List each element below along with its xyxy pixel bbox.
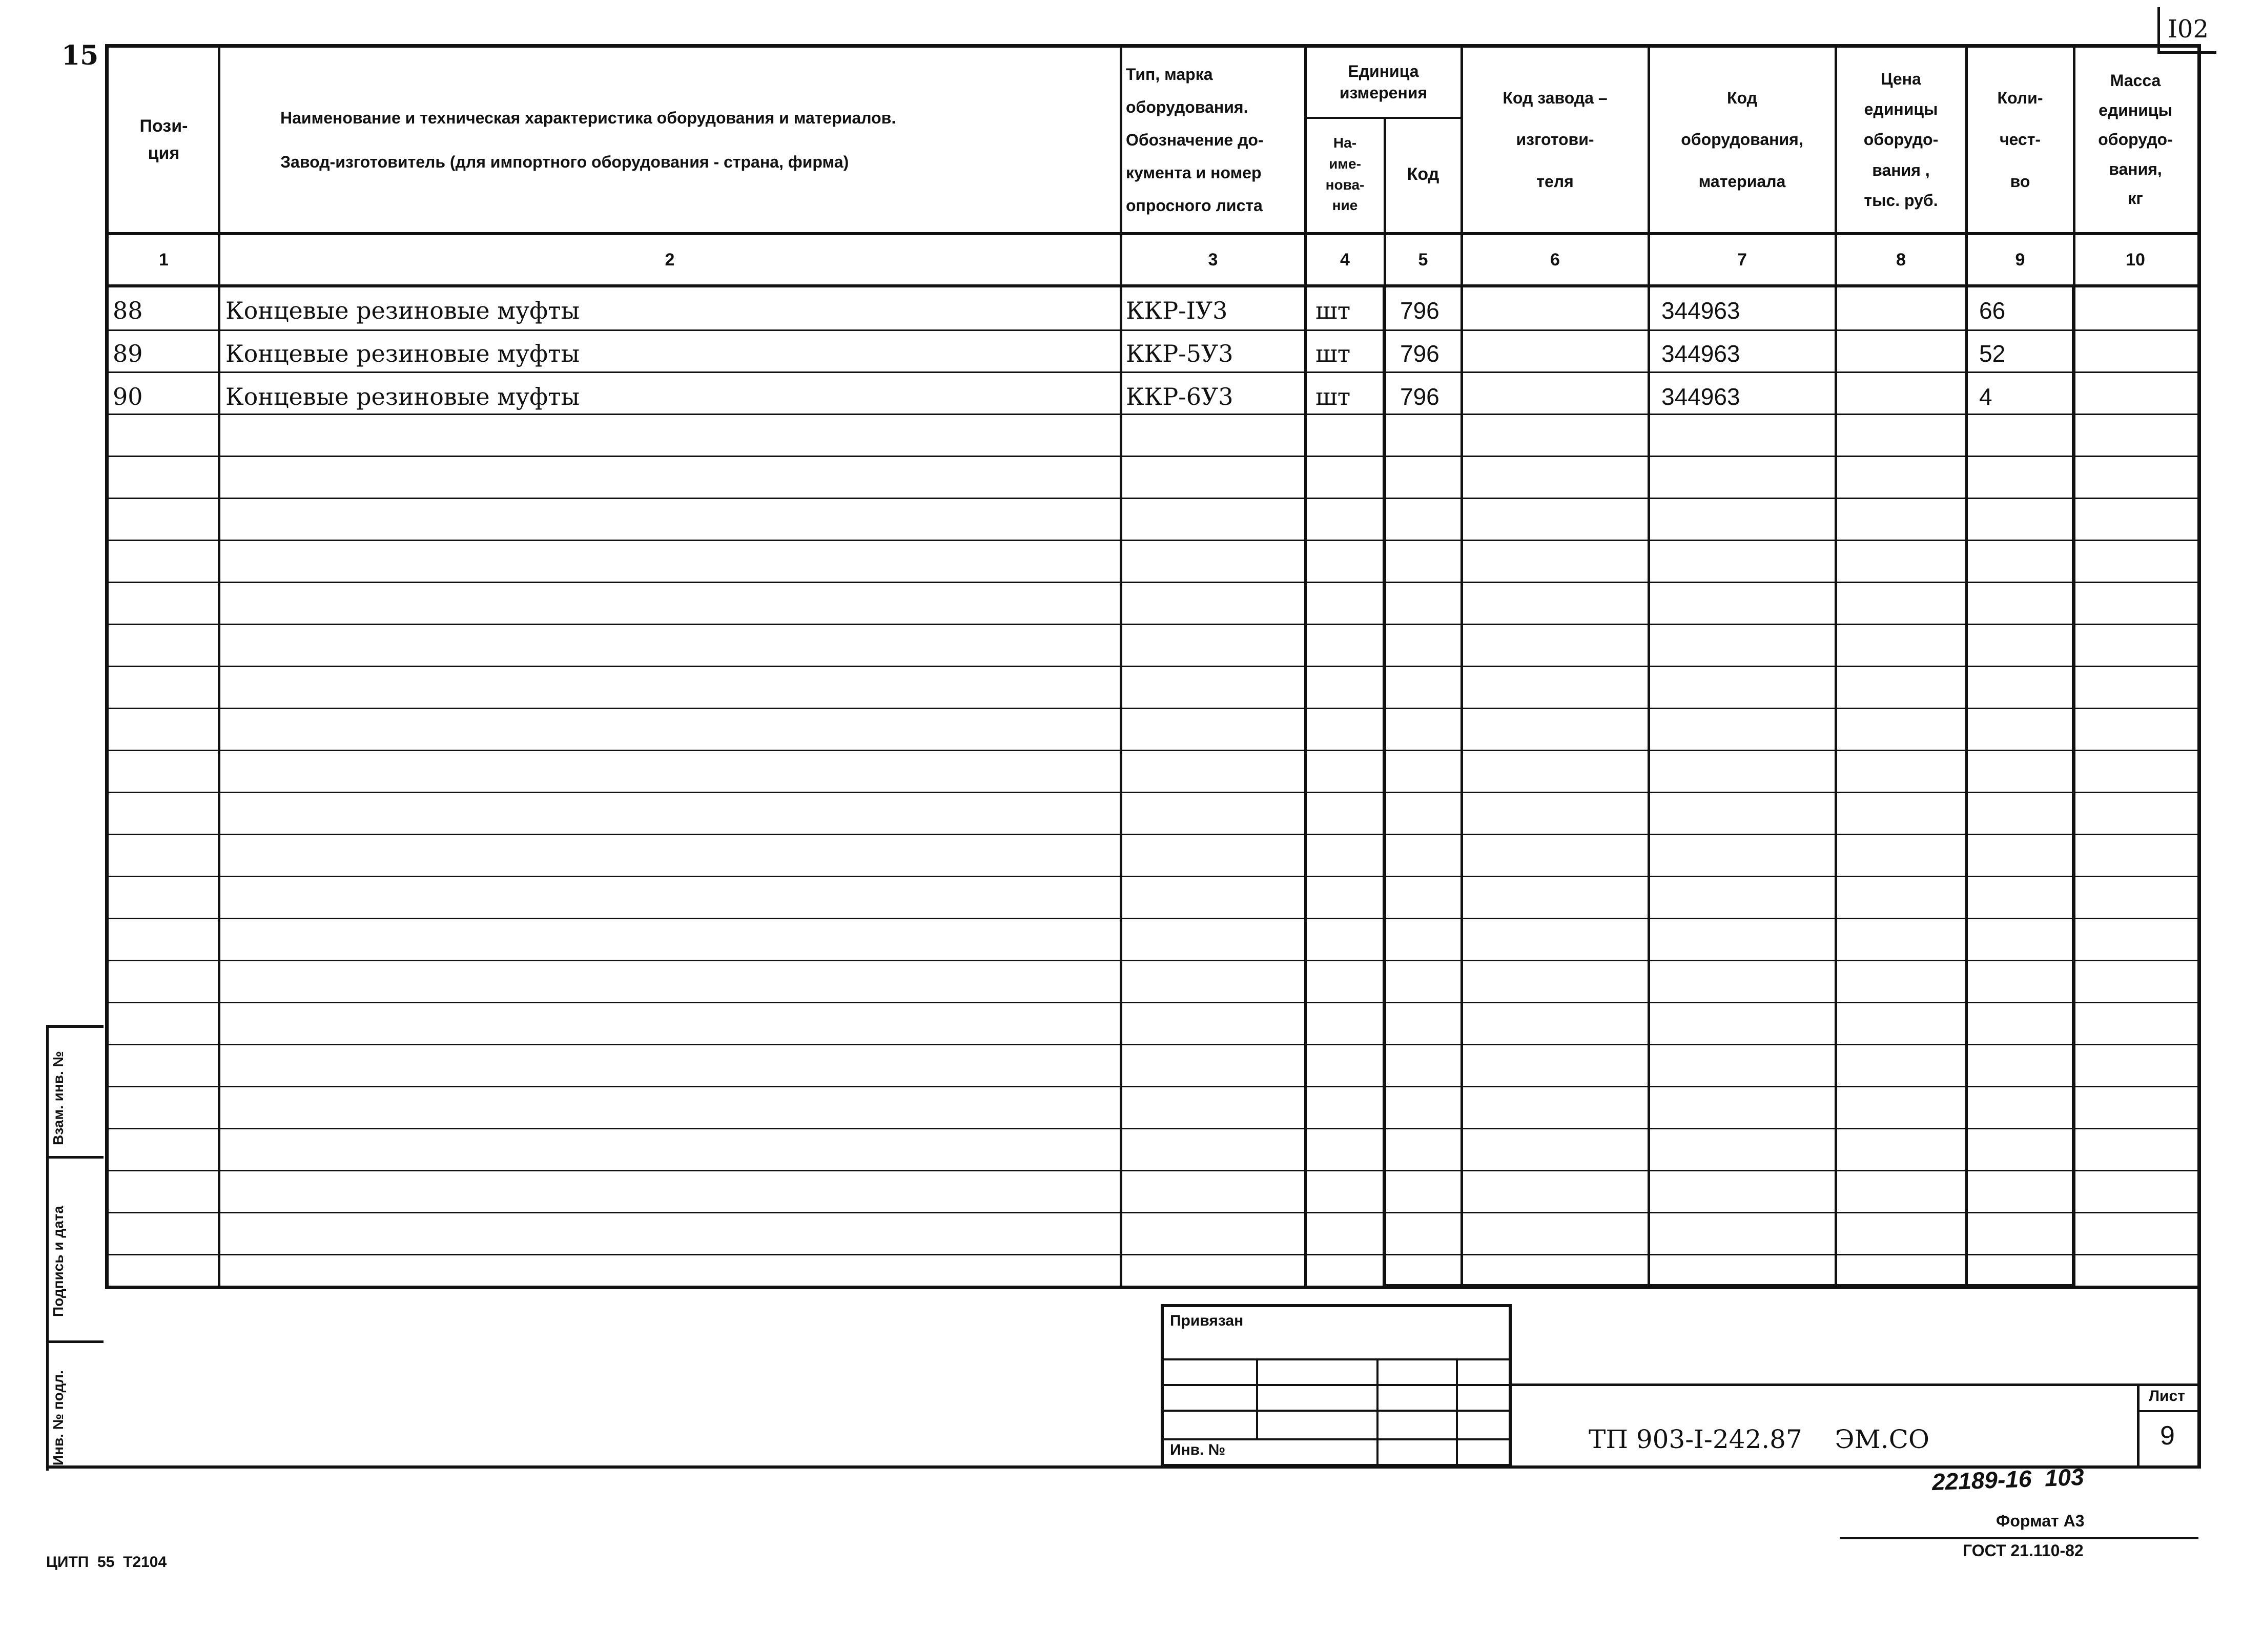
specification-table (105, 44, 2201, 1289)
header-unit-name: На- име- нова- ние (1325, 135, 1365, 214)
row-88-quantity: 66 (1979, 297, 2006, 324)
row-rule (109, 876, 2199, 877)
header-name-line1: Наименование и техническая характеристика оборудования и материалов. (280, 108, 896, 127)
colnum-4: 4 (1340, 250, 1350, 270)
row-88-type: ККР-IУ3 (1126, 297, 1228, 324)
header-quantity: Коли- чест- во (1997, 88, 2043, 191)
row-88-equipment-code: 344963 (1661, 297, 1740, 324)
header-unit-code: Код (1407, 164, 1439, 184)
colnum-1: 1 (159, 250, 169, 270)
printer-mark: ЦИТП 55 Т2104 (46, 1554, 167, 1571)
row-88-unit: шт (1315, 297, 1351, 324)
row-rule (109, 1128, 2199, 1129)
row-rule (109, 624, 2199, 625)
row-rule (109, 708, 2199, 709)
page-number-right-text: I02 (2167, 15, 2209, 44)
row-90-unit: шт (1315, 383, 1351, 410)
row-rule (109, 582, 2199, 583)
header-unit: Единица измерения (1339, 61, 1428, 102)
inv-number-label: Инв. № (1170, 1441, 1226, 1458)
colnum-10: 10 (2126, 250, 2145, 270)
row-89-name: Концевые резиновые муфты (225, 340, 580, 367)
row-89-equipment-code: 344963 (1661, 340, 1740, 367)
binding-stamp-block (1161, 1304, 1512, 1467)
bold-section-frame (1383, 287, 2075, 1288)
row-rule (109, 1044, 2199, 1045)
row-90-equipment-code: 344963 (1661, 383, 1740, 410)
row-90-type: ККР-6У3 (1126, 383, 1233, 410)
row-90-name: Концевые резиновые муфты (225, 383, 580, 410)
row-rule (109, 960, 2199, 961)
row-89-unit: шт (1315, 340, 1351, 367)
row-88-unit-code: 796 (1400, 297, 1439, 324)
row-rule (109, 456, 2199, 457)
row-rule (109, 666, 2199, 667)
header-price: Цена единицы оборудо- вания , тыс. руб. (1863, 70, 1939, 210)
privyazan-label: Привязан (1170, 1312, 1244, 1329)
header-mass: Масса единицы оборудо- вания, кг (2098, 71, 2173, 208)
row-rule (109, 750, 2199, 751)
header-name (219, 48, 1121, 232)
row-rule (109, 1212, 2199, 1213)
row-88-position: 88 (113, 297, 143, 324)
sheet-number: 9 (2160, 1421, 2175, 1451)
row-88-name: Концевые резиновые муфты (225, 297, 580, 324)
colnum-7: 7 (1737, 250, 1747, 270)
page-number-left: 15 (61, 40, 99, 71)
header-position: Пози- ция (139, 116, 188, 163)
header-type: Тип, марка оборудования. Обозначение до- кумента и номер опросного листа (1126, 65, 1264, 215)
row-rule (109, 498, 2199, 499)
header-manufacturer-code: Код завода – изготови- теля (1503, 88, 1608, 191)
sheet-label: Лист (2149, 1388, 2185, 1405)
colnum-5: 5 (1418, 250, 1428, 270)
row-89-position: 89 (113, 340, 143, 367)
row-rule (109, 540, 2199, 541)
row-rule (109, 792, 2199, 793)
footer-rule (1840, 1537, 2198, 1539)
col-rule-3 (1304, 48, 1307, 1288)
row-90-quantity: 4 (1979, 383, 1992, 410)
header-equipment-code: Код оборудования, материала (1681, 88, 1803, 191)
document-code: ТП 903-I-242.87 ЭМ.СО (1589, 1424, 1929, 1454)
col-rule-2 (1120, 48, 1122, 1288)
colnum-9: 9 (2015, 250, 2025, 270)
colnum-3: 3 (1208, 250, 1218, 270)
col-rule-1 (218, 48, 220, 1288)
row-rule (109, 1170, 2199, 1171)
colnum-6: 6 (1550, 250, 1560, 270)
strip-label-signature-date: Подпись и дата (50, 1206, 66, 1317)
row-90-position: 90 (113, 383, 143, 410)
row-89-quantity: 52 (1979, 340, 2006, 367)
row-89-type: ККР-5У3 (1126, 340, 1233, 367)
header-name-line2: Завод-изготовитель (для импортного оборудования - страна, фирма) (280, 153, 849, 171)
handwritten-number: 22189-16 103 (1931, 1463, 2085, 1496)
title-block-top-rule (1512, 1383, 2201, 1386)
row-89-unit-code: 796 (1400, 340, 1439, 367)
sheet-number-box (2137, 1383, 2201, 1469)
frame-bottom-line (46, 1465, 2201, 1469)
row-rule (109, 1254, 2199, 1255)
gost-label: ГОСТ 21.110-82 (1963, 1541, 2084, 1560)
colnum-8: 8 (1896, 250, 1906, 270)
row-rule (109, 1086, 2199, 1087)
row-rule (109, 834, 2199, 835)
row-rule (109, 1002, 2199, 1003)
row-rule (109, 918, 2199, 919)
colnum-2: 2 (665, 250, 675, 270)
strip-label-replacement-inv: Взам. инв. № (50, 1051, 66, 1145)
format-label: Формат А3 (1996, 1512, 2085, 1530)
strip-label-original-inv: Инв. № подл. (50, 1370, 66, 1465)
row-90-unit-code: 796 (1400, 383, 1439, 410)
